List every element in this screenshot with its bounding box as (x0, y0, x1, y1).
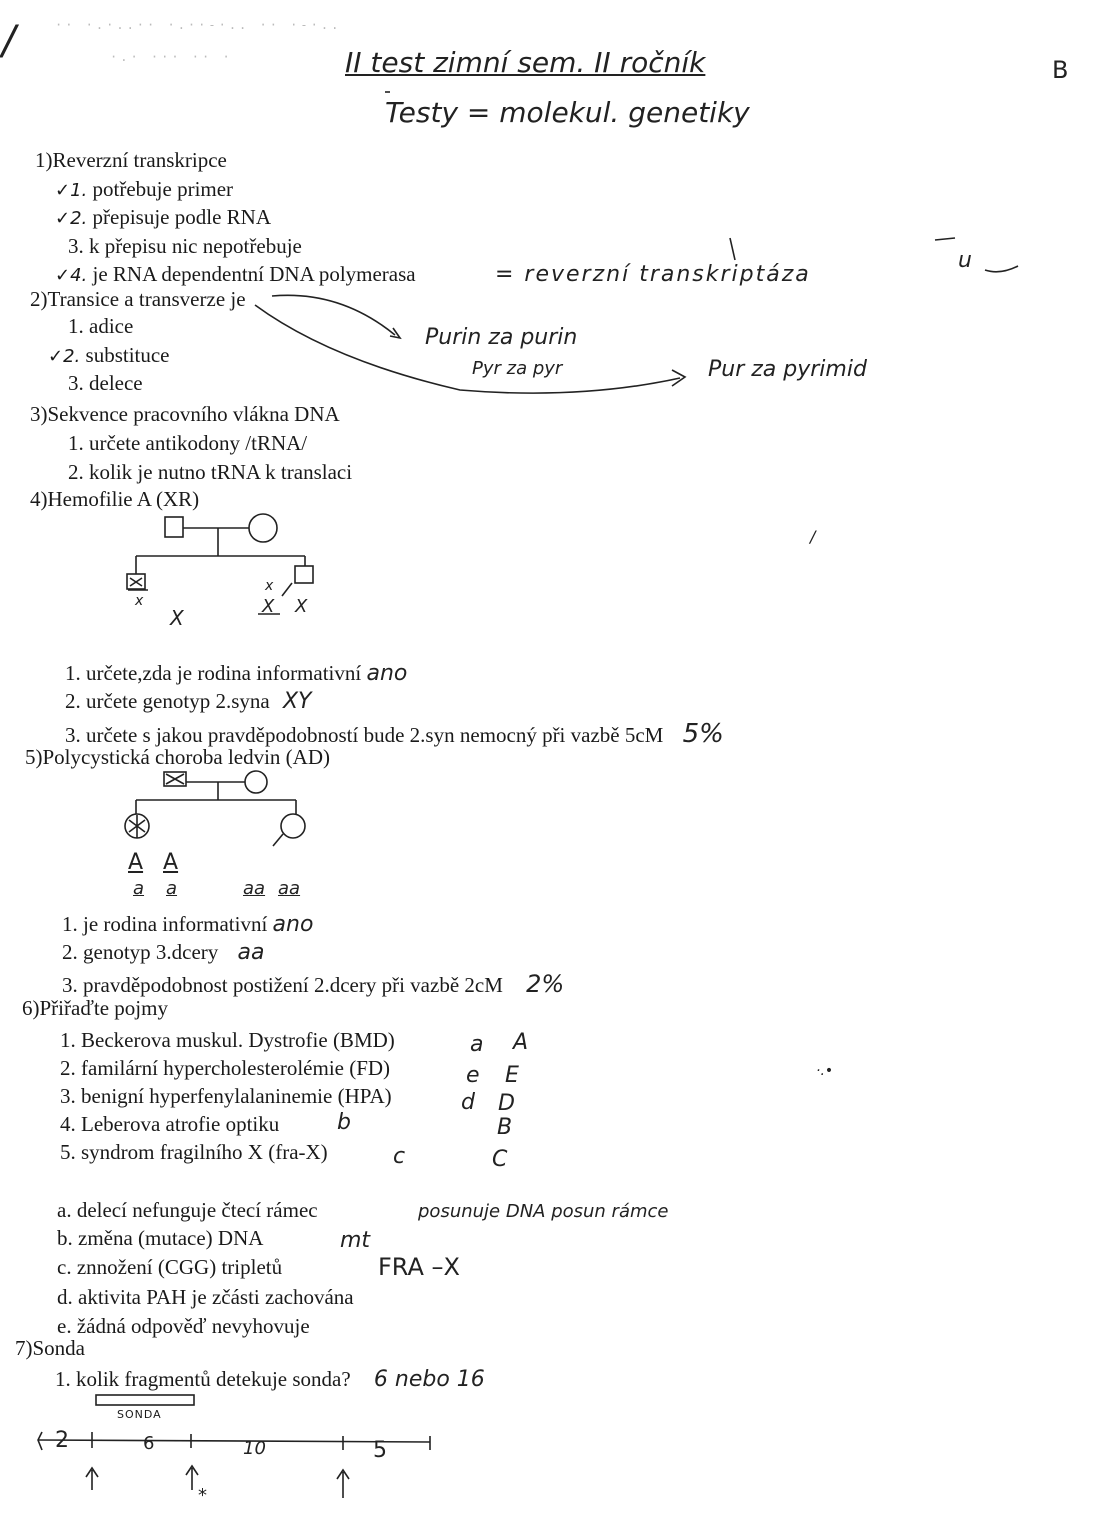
q5-mark-5: aa (243, 878, 266, 899)
q5-option-3-answer: 2% (526, 970, 565, 998)
q6-term-5-number: 5. (60, 1140, 76, 1164)
question-1-heading: 1)Reverzní transkripce (35, 148, 227, 172)
pedigree-son2-square (295, 566, 313, 583)
q5-mark-4: a (166, 878, 178, 899)
segment-label: 5 (373, 1438, 387, 1463)
site-arrow (86, 1468, 98, 1490)
corner-mark: / (2, 18, 16, 64)
question-7-heading: 7)Sonda (15, 1336, 85, 1360)
q5-option-3-text: pravděpodobnost postižení 2.dcery při vazbě 2cM (83, 973, 503, 997)
q4-option-3-answer: 5% (682, 719, 724, 749)
pedigree-x-mark: x (265, 578, 274, 594)
q6-option-d-letter: d. (57, 1285, 73, 1309)
q6-term-2-hw: e (466, 1063, 480, 1088)
q1-option-2-text: přepisuje podle RNA (92, 205, 271, 229)
q6-option-c-letter: c. (57, 1255, 72, 1279)
q6-term-3-text: benigní hyperfenylalaninemie (HPA) (81, 1084, 392, 1108)
q6-option-b-text: změna (mutace) DNA (78, 1226, 264, 1250)
q1-option-3-number: 3. (68, 234, 84, 258)
q6-option-e-letter: e. (57, 1314, 72, 1338)
question-2-heading: 2)Transice a transverze je (30, 287, 246, 311)
q6-term-5-hw: c (393, 1144, 406, 1169)
segment-label: 2 (55, 1428, 69, 1453)
q6-term-3-answer: D (498, 1091, 515, 1116)
q7-option-1-text: kolik fragmentů detekuje sonda? (76, 1367, 351, 1391)
q1-option-4-text: je RNA dependentní DNA polymerasa (92, 262, 416, 286)
pedigree-x-mark: x (135, 593, 144, 609)
q6-option-c-text: znnožení (CGG) tripletů (76, 1255, 283, 1279)
pedigree-mother-circle (249, 514, 277, 542)
q6-term-3-number: 3. (60, 1084, 76, 1108)
pen-mark: ·.• (816, 1063, 834, 1079)
pedigree5-daughter2-circle (281, 814, 305, 838)
q4-option-2-number: 2. (65, 689, 81, 713)
q4-option-1-answer: ano (366, 661, 408, 686)
question-4-heading: 4)Hemofilie A (XR) (30, 487, 200, 511)
q3-option-2-text: kolik je nutno tRNA k translaci (89, 460, 353, 484)
question-5-heading: 5)Polycystická choroba ledvin (AD) (25, 745, 331, 769)
pedigree5-proband-arrow (273, 834, 283, 846)
q6-term-4-hw: b (337, 1110, 351, 1135)
q5-option-3-number: 3. (62, 973, 78, 997)
pen-mark (730, 238, 735, 260)
site-arrow (337, 1470, 349, 1498)
scan-noise: ·.· ··· ·· · (110, 50, 233, 64)
q6-option-b-note: mt (340, 1228, 371, 1253)
page-subtitle: Testy = molekul. genetiky (385, 96, 750, 129)
scan-noise: ·· ·.·..·· ·.··-·.. ·· ·-·.. (55, 18, 342, 32)
q5-option-1-answer: ano (272, 912, 314, 937)
q6-term-5-text: syndrom fragilního X (fra-X) (81, 1140, 328, 1164)
pedigree-proband-arrow (282, 583, 292, 596)
q2-option-2-number: ✓2. (48, 346, 81, 367)
q3-option-2-number: 2. (68, 460, 84, 484)
q6-term-4-number: 4. (60, 1112, 76, 1136)
restriction-map-line (38, 1440, 430, 1442)
q2-option-3-number: 3. (68, 371, 84, 395)
pedigree-father-square (165, 517, 183, 537)
q7-option-1-number: 1. (55, 1367, 71, 1391)
curve-arrow-pyrimidine (255, 305, 680, 393)
q5-option-2-text: genotyp 3.dcery (83, 940, 219, 964)
q6-option-a-note: posunuje DNA posun rámce (418, 1201, 669, 1222)
pedigree5-mother-circle (245, 771, 267, 793)
q1-margin-note: u (958, 248, 972, 273)
q6-option-e-text: žádná odpověď nevyhovuje (76, 1314, 310, 1338)
q6-term-4-text: Leberova atrofie optiku (81, 1112, 280, 1136)
q5-mark-3: a (133, 878, 145, 899)
q1-option-1-text: potřebuje primer (92, 177, 234, 201)
q6-option-c-note: FRA –X (378, 1253, 460, 1281)
q6-term-4-answer: B (497, 1115, 513, 1140)
pen-mark (935, 238, 955, 240)
pedigree5-daughter1-fill (129, 815, 145, 838)
q6-term-2-text: familární hypercholesterolémie (FD) (81, 1056, 391, 1080)
q6-option-a-text: delecí nefunguje čtecí rámec (76, 1198, 318, 1222)
q6-term-1-text: Beckerova muskul. Dystrofie (BMD) (81, 1028, 395, 1052)
q5-option-1-text: je rodina informativní (83, 912, 268, 936)
q4-option-3-text: určete s jakou pravděpodobností bude 2.syn nemocný při vazbě 5cM (86, 723, 664, 747)
q6-term-1-hw: a (470, 1032, 484, 1057)
q6-option-a-letter: a. (57, 1198, 72, 1222)
q4-option-1-text: určete,zda je rodina informativní (86, 661, 362, 685)
q5-mark-2: A (163, 850, 179, 875)
segment-label: 6 (143, 1433, 155, 1454)
q2-note-pur-pyr: Pur za pyrimid (708, 357, 867, 382)
q6-term-3-hw: d (461, 1090, 475, 1115)
q5-mark-1: A (128, 850, 144, 875)
q2-option-1-number: 1. (68, 314, 84, 338)
pen-mark: / (810, 527, 816, 546)
q6-term-1-number: 1. (60, 1028, 76, 1052)
q5-option-2-answer: aa (237, 940, 265, 965)
q2-note-purine: Purin za purin (425, 325, 578, 350)
q4-option-3-number: 3. (65, 723, 81, 747)
pen-mark (985, 266, 1018, 272)
q5-option-1-number: 1. (62, 912, 78, 936)
q6-term-1-answer: A (513, 1030, 529, 1055)
q1-option-2-number: ✓2. (55, 208, 88, 229)
probe-label: SONDA (117, 1408, 162, 1421)
pedigree-x-mark: X (295, 596, 308, 617)
q6-term-5-answer: C (492, 1147, 508, 1172)
pedigree5-father-fill (166, 774, 184, 784)
q6-term-2-answer: E (505, 1063, 519, 1088)
question-3-heading: 3)Sekvence pracovního vlákna DNA (30, 402, 340, 426)
q2-note-pyrimidine: Pyr za pyr (472, 358, 563, 379)
q7-option-1-answer: 6 nebo 16 (373, 1367, 485, 1392)
curve-arrow-purine (272, 295, 395, 335)
q6-term-2-number: 2. (60, 1056, 76, 1080)
probe-bar (96, 1395, 194, 1405)
pedigree-son1-fill (130, 578, 142, 586)
q3-option-1-text: určete antikodony /tRNA/ (89, 431, 308, 455)
q5-option-2-number: 2. (62, 940, 78, 964)
q6-option-b-letter: b. (57, 1226, 73, 1250)
q1-option-1-number: ✓1. (55, 180, 88, 201)
q2-option-3-text: delece (89, 371, 143, 395)
pedigree-x-mark: X (170, 606, 184, 630)
q4-option-1-number: 1. (65, 661, 81, 685)
star-mark: * (198, 1485, 207, 1506)
q1-option-4-number: ✓4. (55, 265, 88, 286)
site-arrow (186, 1466, 198, 1490)
q1-handwritten-note: = reverzní transkriptáza (495, 262, 811, 287)
q3-option-1-number: 1. (68, 431, 84, 455)
q4-option-2-text: určete genotyp 2.syna (86, 689, 270, 713)
q2-option-2-text: substituce (85, 343, 170, 367)
q6-option-d-text: aktivita PAH je zčásti zachována (78, 1285, 354, 1309)
q5-mark-6: aa (278, 878, 301, 899)
q2-option-1-text: adice (89, 314, 134, 338)
q1-option-3-text: k přepisu nic nepotřebuje (89, 234, 302, 258)
question-6-heading: 6)Přiřaďte pojmy (22, 996, 168, 1020)
map-end-bracket (38, 1432, 42, 1450)
q4-option-2-answer: XY (282, 689, 312, 714)
page-title: II test zimní sem. II ročník (345, 46, 706, 79)
variant-letter: B (1052, 56, 1069, 84)
pedigree-x-mark: X (262, 596, 275, 617)
segment-label: 10 (243, 1438, 266, 1459)
